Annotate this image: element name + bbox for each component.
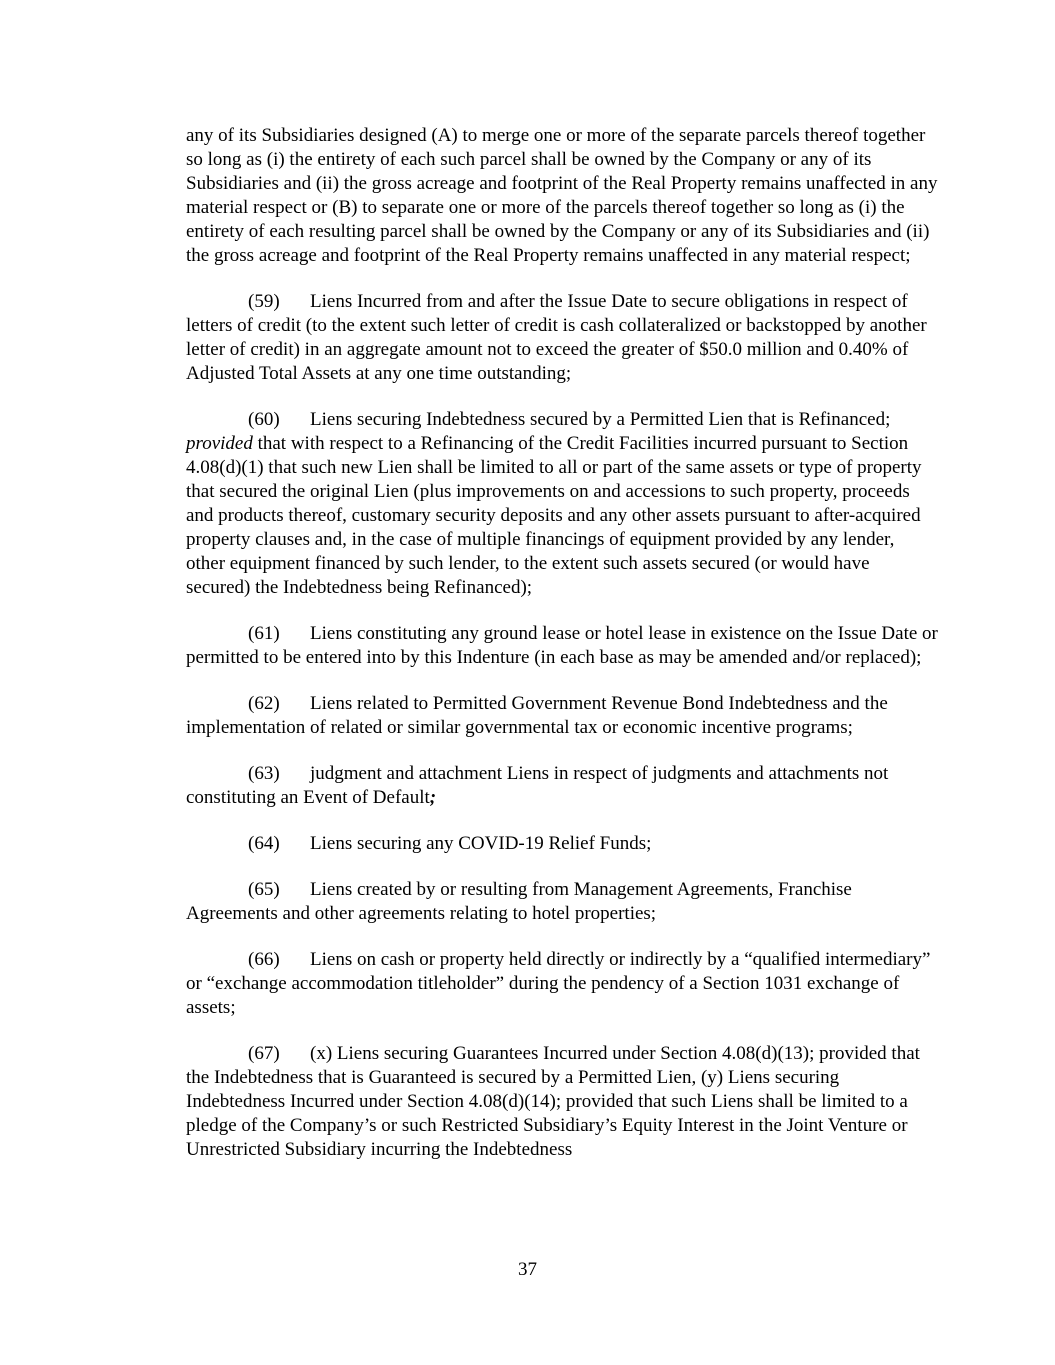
paragraph-64 — [186, 832, 938, 856]
paragraph-number: (65) — [248, 879, 280, 900]
paragraph-61 — [186, 622, 938, 670]
paragraph-text: Liens related to Permitted Government Revenue Bond Indebtedness and the implementation of related or similar governmental tax or economic incentive programs; — [186, 693, 888, 738]
paragraph-text-bold-italic: ; — [429, 787, 437, 808]
paragraph-text: (x) Liens securing Guarantees Incurred under Section 4.08(d)(13); provided that the Indebtedness that is Guaranteed is secured by a Permitted Lien, (y) Liens securing Indebtedness Incurred under Section 4.08(d)(14); provided that such Liens shall be limited to a pledge of the Company’s or such Restricted Subsidiary’s Equity Interest in the Joint Venture or Unrestricted Subsidiary incurring the Indebtedness — [186, 1043, 920, 1160]
paragraph-62 — [186, 692, 938, 740]
paragraph-text: any of its Subsidiaries designed (A) to merge one or more of the separate parcels thereof together so long as (i) the entirety of each such parcel shall be owned by the Company or any of its Subsidiaries and (ii) the gross acreage and footprint of the Real Property remains unaffected in any material respect or (B) to separate one or more of the parcels thereof together so long as (i) the entirety of each resulting parcel shall be owned by the Company or any of its Subsidiaries and (ii) the gross acreage and footprint of the Real Property remains unaffected in any material respect; — [186, 125, 938, 266]
page-number: 37 — [518, 1259, 537, 1280]
paragraph-number: (66) — [248, 949, 280, 970]
paragraph-66 — [186, 948, 938, 1020]
paragraph-text: judgment and attachment Liens in respect of judgments and attachments not constituting an Event of Default — [186, 763, 889, 808]
paragraph-number: (62) — [248, 693, 280, 714]
paragraph-text: Liens on cash or property held directly or indirectly by a “qualified intermediary” or “exchange accommodation titleholder” during the pendency of a Section 1031 exchange of assets; — [186, 949, 931, 1018]
paragraph-text: Liens securing any COVID-19 Relief Funds; — [310, 833, 652, 854]
paragraph-number: (60) — [248, 409, 280, 430]
paragraph-number: (64) — [248, 833, 280, 854]
paragraph-63 — [186, 762, 938, 810]
paragraph-number: (63) — [248, 763, 280, 784]
paragraph-67 — [186, 1042, 938, 1162]
paragraph-number: (59) — [248, 291, 280, 312]
paragraph-continuation — [186, 124, 938, 268]
paragraph-59 — [186, 290, 938, 386]
paragraph-number: (67) — [248, 1043, 280, 1064]
paragraph-text: Liens created by or resulting from Management Agreements, Franchise Agreements and other agreements relating to hotel properties; — [186, 879, 852, 924]
paragraph-text: Liens constituting any ground lease or hotel lease in existence on the Issue Date or permitted to be entered into by this Indenture (in each base as may be amended and/or replaced); — [186, 623, 938, 668]
paragraph-number: (61) — [248, 623, 280, 644]
paragraph-text-italic: provided — [186, 433, 253, 454]
paragraph-60 — [186, 408, 938, 600]
document-body — [186, 124, 938, 1184]
paragraph-65 — [186, 878, 938, 926]
paragraph-text: Liens securing Indebtedness secured by a Permitted Lien that is Refinanced; — [310, 409, 891, 430]
paragraph-text: that with respect to a Refinancing of the Credit Facilities incurred pursuant to Section 4.08(d)(1) that such new Lien shall be limited to all or part of the same assets or type of property that secured the original Lien (plus improvements on and accessions to such property, proceeds and products thereof, customary security deposits and any other assets pursuant to after-acquired property clauses and, in the case of multiple financings of equipment provided by any lender, other equipment financed by such lender, to the extent such assets secured (or would have secured) the Indebtedness being Refinanced); — [186, 433, 922, 598]
paragraph-text: Liens Incurred from and after the Issue Date to secure obligations in respect of letters of credit (to the extent such letter of credit is cash collateralized or backstopped by another letter of credit) in an aggregate amount not to exceed the greater of $50.0 million and 0.40% of Adjusted Total Assets at any one time outstanding; — [186, 291, 927, 384]
